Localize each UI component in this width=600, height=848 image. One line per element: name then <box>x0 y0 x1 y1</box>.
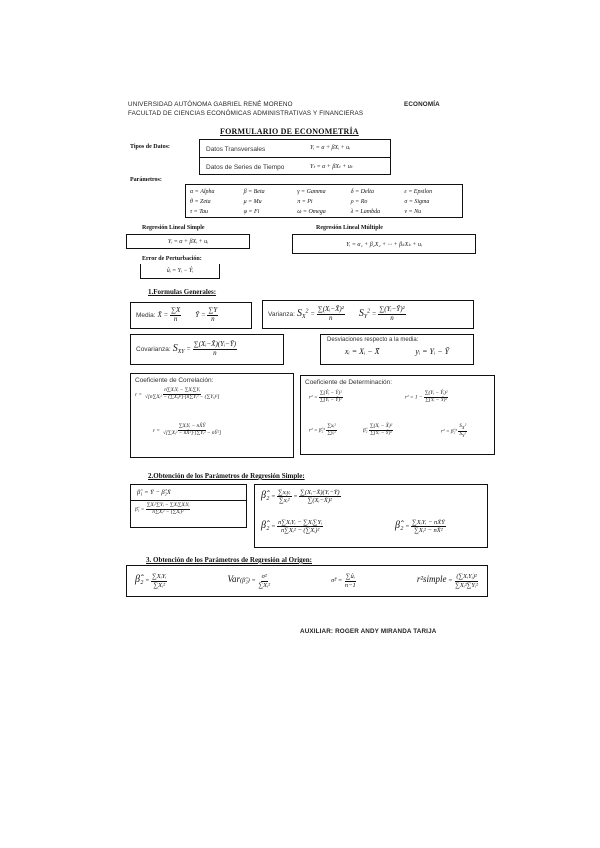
determination-formula-3: r² = β̂₂² $\frac{\text{∑xᵢ²}}{\text{∑yᵢ²}}$ <box>309 423 336 436</box>
deviation-y-formula: yᵢ = Yᵢ − Ȳ <box>415 347 450 356</box>
determination-formula-5: r² = β̂₂² $\frac{S_X^2}{S_Y^2}$ <box>441 423 467 438</box>
data-types-label: Tipos de Datos: <box>130 144 170 150</box>
slope-formula-3: β̂₂ = $\frac{\text{∑XᵢYᵢ − nX̄Ȳ}}{\text{∑Xᵢ² − nX̄²}}$ <box>395 519 445 535</box>
parameter-cell: γ = Gamma <box>297 189 326 195</box>
simple-regression-box <box>126 234 250 249</box>
variance-label: Varianza: <box>268 311 295 318</box>
intercept-formula-1: β̂₁ = Ȳ − β̂₂X̄ <box>137 489 171 496</box>
covariance-box <box>130 334 284 365</box>
determination-formula-2: r² = 1 − $\frac{\text{∑(Yᵢ − Ŷᵢ)²}}{\text{∑(Yᵢ − Ȳ)²}}$ <box>405 390 448 403</box>
intercept-box <box>130 484 247 528</box>
correlation-formula-1: r = $\frac{\text{n∑XᵢYᵢ − ∑Xᵢ∑Yᵢ}}{\text{√[n∑Xᵢ² − (∑Xᵢ)²]·[n∑Yᵢ² − (∑Yᵢ)²]}}$ <box>135 387 220 400</box>
cross-section-formula: Yᵢ = α + βXᵢ + uᵢ <box>310 145 351 151</box>
correlation-box <box>130 373 294 458</box>
correlation-label: Coeficiente de Correlación: <box>135 377 214 384</box>
faculty-name: FACULTAD DE CIENCIAS ECONÓMICAS ADMINISTRATIVAS Y FINANCIERAS <box>128 110 364 117</box>
parameter-cell: ω = Omega <box>297 209 326 215</box>
error-label: Error de Perturbación: <box>142 256 202 262</box>
error-formula: ûᵢ = Yᵢ − Ŷᵢ <box>166 268 194 274</box>
section2-title: 2.Obtención de los Parámetros de Regresión Simple: <box>148 472 305 480</box>
parameter-row <box>190 187 458 197</box>
covariance-label: Covarianza: <box>136 346 171 353</box>
determination-formula-1: r² = $\frac{\text{∑(Ŷᵢ − Ȳ)²}}{\text{∑(Yᵢ − Ȳ)²}}$ <box>309 390 342 403</box>
university-name: UNIVERSIDAD AUTÓNOMA GABRIEL RENÉ MORENO <box>128 101 293 108</box>
parameter-cell: τ = Tau <box>190 209 208 215</box>
deviation-x-formula: xᵢ = Xᵢ − X̄ <box>344 347 380 356</box>
deviation-box <box>320 334 474 365</box>
author-credit: AUXILIAR: ROGER ANDY MIRANDA TARIJA <box>300 628 437 635</box>
origin-beta-formula: β̂₂ = $\frac{\text{∑XᵢYᵢ}}{\text{∑Xᵢ²}}$ <box>135 573 167 589</box>
multiple-regression-label: Regresión Lineal Múltiple <box>316 225 383 231</box>
parameter-cell: β = Beta <box>243 189 265 195</box>
variance-y-formula: $S_Y^2$ = $\frac{\text{∑(Yᵢ−Ȳ)²}}{n}$ <box>358 305 405 322</box>
determination-label: Coeficiente de Determinación: <box>305 379 393 386</box>
covariance-formula: $S_{XY}$ = $\frac{\text{∑(Xᵢ−X̄)(Yᵢ−Ȳ)}}{n}$ <box>172 340 237 357</box>
simple-regression-label: Regresión Lineal Simple <box>142 225 205 231</box>
section3-title: 3. Obtención de los Parámetros de Regresión al Origen: <box>146 556 312 564</box>
parameter-cell: φ = Fi <box>243 209 260 215</box>
origin-variance-formula: Var(β̂₂) = $\frac{\text{σ²}}{\text{∑Xᵢ²}}$ <box>227 573 271 589</box>
parameter-cell: π = Pi <box>297 199 313 205</box>
parameter-cell: δ = Delta <box>350 189 374 195</box>
parameter-cell: σ = Sigma <box>404 199 430 205</box>
correlation-formula-2: r = $\frac{\text{∑XᵢYᵢ − nX̄Ȳ}}{\text{√[∑Xᵢ² − nX̄²]·[∑Yᵢ² − nȲ²]}}$ <box>153 423 222 436</box>
time-series-formula: Yₜ = α + βXₜ + uₜ <box>310 164 353 170</box>
mean-y-formula: Ȳ = $\frac{\sum Y}{n}$ <box>195 306 218 323</box>
intercept-formula-2: β̂₁ = $\frac{\text{∑Xᵢ²∑Yᵢ − ∑Xᵢ∑XᵢYᵢ}}{\text{n∑Xᵢ² − (∑Xᵢ)²}}$ <box>135 502 190 515</box>
variance-text: Var <box>227 574 240 585</box>
deviation-label: Desviaciones respecto a la media: <box>327 337 419 343</box>
parameters-label: Parámetros: <box>130 177 162 183</box>
subject-name: ECONOMÍA <box>404 101 440 108</box>
r2-simple-text: r²simple <box>416 574 447 585</box>
parameter-cell: ρ = Ro <box>350 199 368 205</box>
parameters-table <box>185 184 463 218</box>
simple-regression-formula: Yᵢ = α + βXᵢ + uᵢ <box>167 238 209 245</box>
multiple-regression-box <box>292 234 476 254</box>
divider <box>131 500 246 501</box>
origin-r2-formula: r²simple = $\frac{\text{(∑XᵢYᵢ)²}}{\text{∑Xᵢ²∑Yᵢ²}}$ <box>416 573 478 589</box>
parameter-cell: ε = Epsilon <box>404 189 433 195</box>
determination-box <box>300 375 495 455</box>
mean-box <box>130 302 252 329</box>
page-title: FORMULARIO DE ECONOMETRÍA <box>220 127 359 136</box>
parameter-row <box>190 207 458 217</box>
parameter-cell: θ = Zeta <box>190 199 211 205</box>
slope-formula-2: β̂₂ = $\frac{\text{n∑XᵢYᵢ − ∑Xᵢ∑Yᵢ}}{\text{n∑Xᵢ² − (∑Xᵢ)²}}$ <box>261 519 323 535</box>
cross-section-label: Datos Transversales <box>206 146 266 153</box>
origin-regression-box <box>126 565 488 597</box>
parameter-cell: α = Alpha <box>190 189 215 195</box>
parameter-cell: ν = Nu <box>404 209 422 215</box>
parameter-cell: λ = Lambda <box>350 209 381 215</box>
divider <box>200 157 390 158</box>
multiple-regression-formula: Yᵢ = α₁ + β₂X₂ + ··· + βₖXₖ + uᵢ <box>346 241 422 248</box>
time-series-label: Datos de Series de Tiempo <box>206 164 285 171</box>
parameter-cell: μ = Mu <box>243 199 262 205</box>
error-box <box>140 264 220 279</box>
variance-x-formula: $S_X^2$ = $\frac{\text{∑(Xᵢ−X̄)²}}{n}$ <box>296 305 344 322</box>
determination-formula-4: β̂₂ $\frac{\text{∑(Xᵢ − X̄)²}}{\text{∑(Yᵢ − Ȳ)²}}$ <box>363 423 393 436</box>
origin-sigma-formula: σ̂² = $\frac{\text{∑ûᵢ}}{n-1}$ <box>331 573 356 589</box>
variance-box <box>262 300 474 329</box>
mean-x-formula: X̄ = $\frac{\sum X}{n}$ <box>157 306 181 323</box>
mean-label: Media: <box>136 312 156 319</box>
slope-formula-1: β̂₂ = $\frac{\text{∑xᵢyᵢ}}{\text{∑xᵢ²}}$ = $\frac{\text{∑(Xᵢ−X̄)(Yᵢ−Ȳ)}}{\text{∑(Xᵢ−X̄)²}}$ <box>261 489 340 505</box>
slope-box <box>254 484 488 548</box>
data-types-box <box>199 139 391 175</box>
parameter-row <box>190 197 458 207</box>
section1-title: 1.Formulas Generales: <box>148 288 217 296</box>
